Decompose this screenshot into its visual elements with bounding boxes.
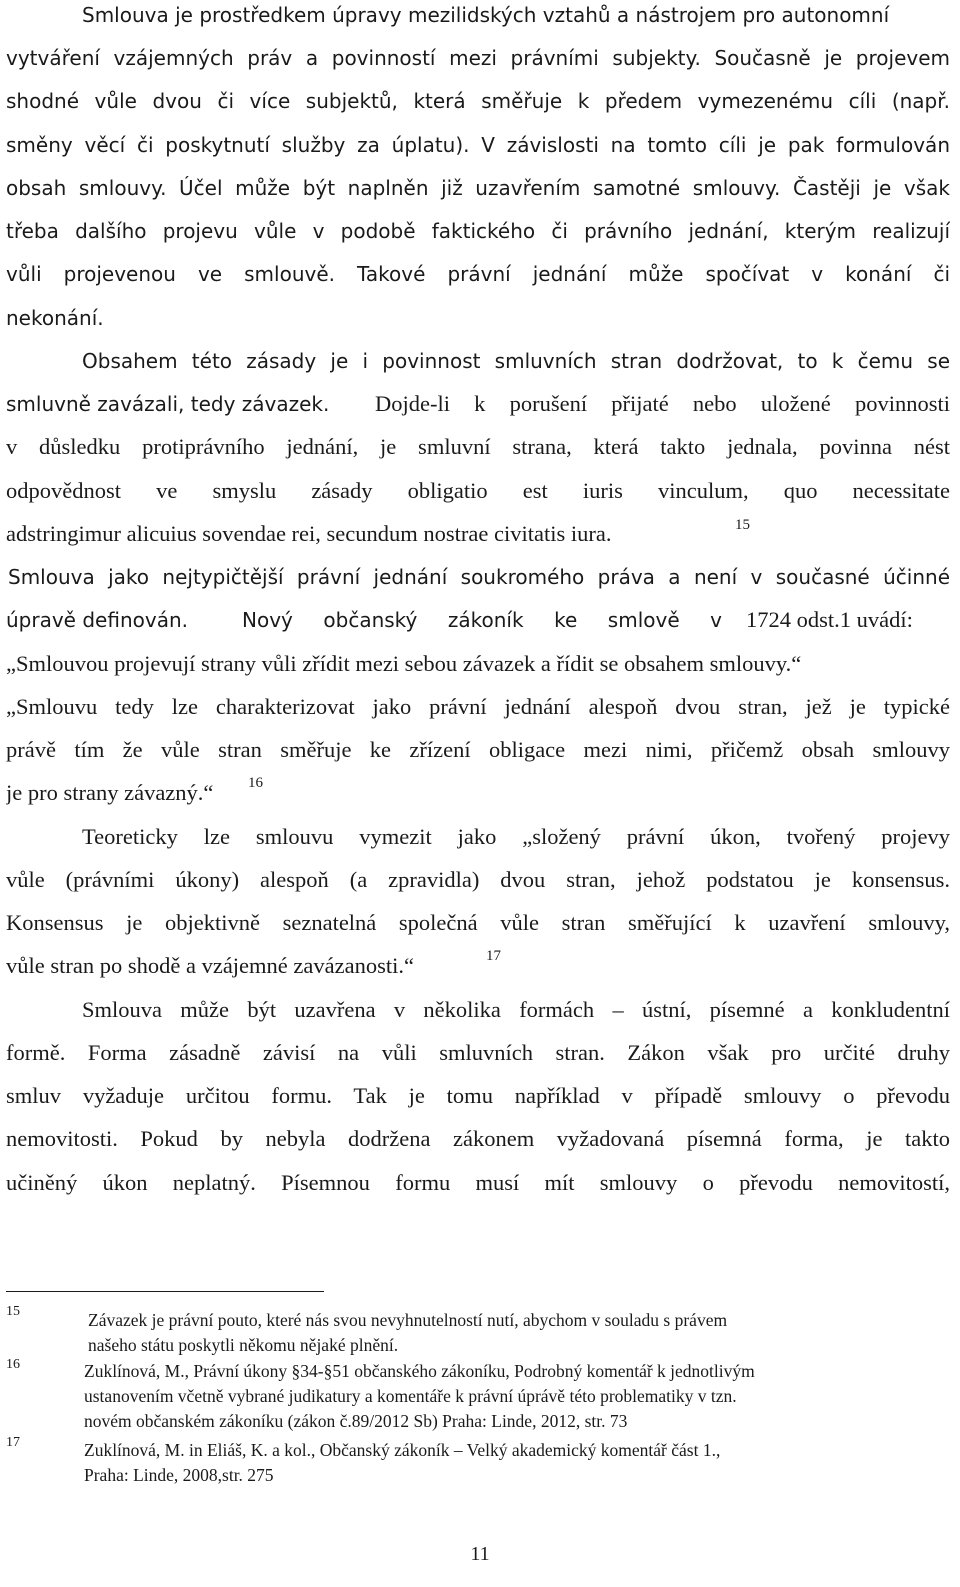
body-line: třeba dalšího projevu vůle v podobě faktického či právního jednání, kterým realizují: [6, 219, 950, 243]
body-line: vůle (právními úkony) alespoň (a zpravidla) dvou stran, jehož podstatou je konsensus.: [6, 867, 950, 892]
body-line: smluvně zavázali, tedy závazek.: [6, 392, 330, 416]
footnote-number: 15: [6, 1304, 20, 1319]
body-line: adstringimur alicuius sovendae rei, secundum nostrae civitatis iura.: [6, 521, 612, 546]
body-line: smluv vyžaduje určitou formu. Tak je tomu například v případě smlouvy o převodu: [6, 1083, 950, 1108]
body-line: směny věcí či poskytnutí služby za úplatu). V závislosti na tomto cíli je pak formulován: [6, 133, 950, 157]
body-line: formě. Forma zásadně závisí na vůli smluvních stran. Zákon však pro určité druhy: [6, 1040, 950, 1065]
body-line: odpovědnost ve smyslu zásady obligatio est iuris vinculum, quo necessitate: [6, 478, 950, 503]
body-line: Smlouva jako nejtypičtější právní jednání soukromého práva a není v současné účinné: [8, 565, 950, 589]
body-line: Konsensus je objektivně seznatelná společná vůle stran směřující k uzavření smlouvy,: [6, 910, 950, 935]
footnote-mark: 15: [735, 517, 750, 533]
body-line: Dojde-li k porušení přijaté nebo uložené povinnosti: [375, 391, 950, 416]
footnote-mark: 17: [486, 948, 501, 964]
body-line: „Smlouvu tedy lze charakterizovat jako právní jednání alespoň dvou stran, jež je typické: [6, 694, 950, 719]
body-line: Smlouva může být uzavřena v několika formách – ústní, písemné a konkludentní: [82, 997, 950, 1022]
body-line: obsah smlouvy. Účel může být naplněn již uzavřením samotné smlouvy. Častěji je však: [6, 176, 950, 200]
footnote-line: našeho státu poskytli někomu nějaké plnění.: [88, 1335, 399, 1355]
footnote-line: Zuklínová, M., Právní úkony §34-§51 občanského zákoníku, Podrobný komentář k jednotlivým: [84, 1361, 755, 1381]
body-line: Smlouva je prostředkem úpravy mezilidských vztahů a nástrojem pro autonomní: [82, 3, 890, 27]
body-line: učiněný úkon neplatný. Písemnou formu musí mít smlouvy o převodu nemovitostí,: [6, 1170, 950, 1195]
body-line: právě tím že vůle stran směřuje ke zřízení obligace mezi nimi, přičemž obsah smlouvy: [6, 737, 950, 762]
body-line: 1724 odst.1 uvádí:: [746, 607, 913, 632]
body-line: vůle stran po shodě a vzájemné zavázanosti.“: [6, 953, 414, 978]
body-line: Nový občanský zákoník ke smlově v: [242, 608, 722, 632]
body-line: úpravě definován.: [6, 608, 188, 632]
footnote-separator: [6, 1291, 324, 1292]
body-line: Obsahem této zásady je i povinnost smluvních stran dodržovat, to k čemu se: [82, 349, 950, 373]
page-number: 11: [470, 1543, 490, 1565]
body-line: shodné vůle dvou či více subjektů, která směřuje k předem vymezenému cíli (např.: [6, 89, 950, 113]
footnote-number: 16: [6, 1357, 20, 1372]
footnote-line: Závazek je právní pouto, které nás svou nevyhnutelností nutí, abychom v souladu s právem: [88, 1310, 728, 1330]
footnote-line: Zuklínová, M. in Eliáš, K. a kol., Občanský zákoník – Velký akademický komentář část 1.,: [84, 1440, 721, 1460]
footnote-number: 17: [6, 1435, 20, 1450]
footnote-mark: 16: [248, 775, 263, 791]
body-line: v důsledku protiprávního jednání, je smluvní strana, která takto jednala, povinna nést: [6, 434, 950, 459]
body-line: vůli projevenou ve smlouvě. Takové právní jednání může spočívat v konání či: [6, 262, 950, 286]
body-line: Teoreticky lze smlouvu vymezit jako „složený právní úkon, tvořený projevy: [82, 824, 950, 849]
body-line: je pro strany závazný.“: [6, 780, 214, 805]
body-line: „Smlouvou projevují strany vůli zřídit mezi sebou závazek a řídit se obsahem smlouvy.“: [6, 651, 802, 676]
body-line: vytváření vzájemných práv a povinností mezi právními subjekty. Současně je projevem: [6, 46, 950, 70]
body-line: nemovitosti. Pokud by nebyla dodržena zákonem vyžadovaná písemná forma, je takto: [6, 1126, 950, 1151]
footnote-line: ustanovením včetně vybrané judikatury a komentáře k právní úprávě této problematiky v tzn.: [84, 1386, 737, 1406]
footnote-line: Praha: Linde, 2008,str. 275: [84, 1465, 274, 1485]
body-line: nekonání.: [6, 306, 104, 330]
footnote-line: novém občanském zákoníku (zákon č.89/2012 Sb) Praha: Linde, 2012, str. 73: [84, 1411, 628, 1431]
